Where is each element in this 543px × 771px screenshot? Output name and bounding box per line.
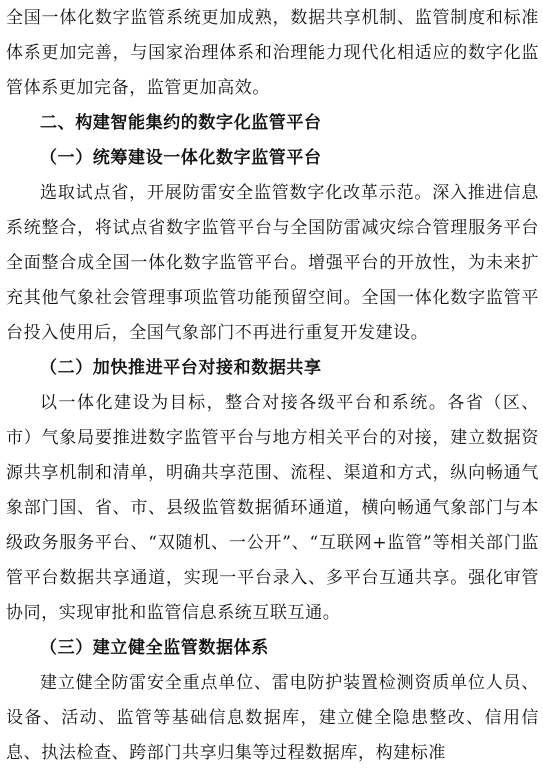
subsection-heading-1: （一）统筹建设一体化数字监管平台 — [40, 148, 322, 168]
intro-paragraph: 全国一体化数字监管系统更加成熟，数据共享机制、监管制度和标准体系更加完善，与国家治理体系和治理能力现代化相适应的数字化监管体系更加完备，监管更加高效。 — [6, 8, 539, 98]
subsection-body-2: 以一体化建设为目标，整合对接各级平台和系统。各省（区、市）气象局要推进数字监管平台与地方相关平台的对接，建立数据资源共享机制和清单，明确共享范围、流程、渠道和方式，纵向畅通气象部门国、省、市、县级监管数据循环通道，横向畅通气象部门与本级政务服务平台、“双随机、一公开”、“互联网+监管”等相关部门监管平台数据共享通道，实现一平台录入、多平台互通共享。强化审管协同，实现审批和监管信息系统互联互通。 — [6, 393, 539, 623]
subsection-heading-3: （三）建立健全监管数据体系 — [40, 638, 269, 658]
subsection-body-1: 选取试点省，开展防雷安全监管数字化改革示范。深入推进信息系统整合，将试点省数字监管平台与全国防雷减灾综合管理服务平台全面整合成全国一体化数字监管平台。增强平台的开放性，为未来扩充其他气象社会管理事项监管功能预留空间。全国一体化数字监管平台投入使用后，全国气象部门不再进行重复开发建设。 — [6, 183, 539, 343]
subsection-heading-2: （二）加快推进平台对接和数据共享 — [40, 358, 322, 378]
subsection-body-3: 建立健全防雷安全重点单位、雷电防护装置检测资质单位人员、设备、活动、监管等基础信息数据库，建立健全隐患整改、信用信息、执法检查、跨部门共享归集等过程数据库，构建标准 — [6, 673, 539, 763]
section-heading: 二、构建智能集约的数字化监管平台 — [40, 113, 322, 133]
